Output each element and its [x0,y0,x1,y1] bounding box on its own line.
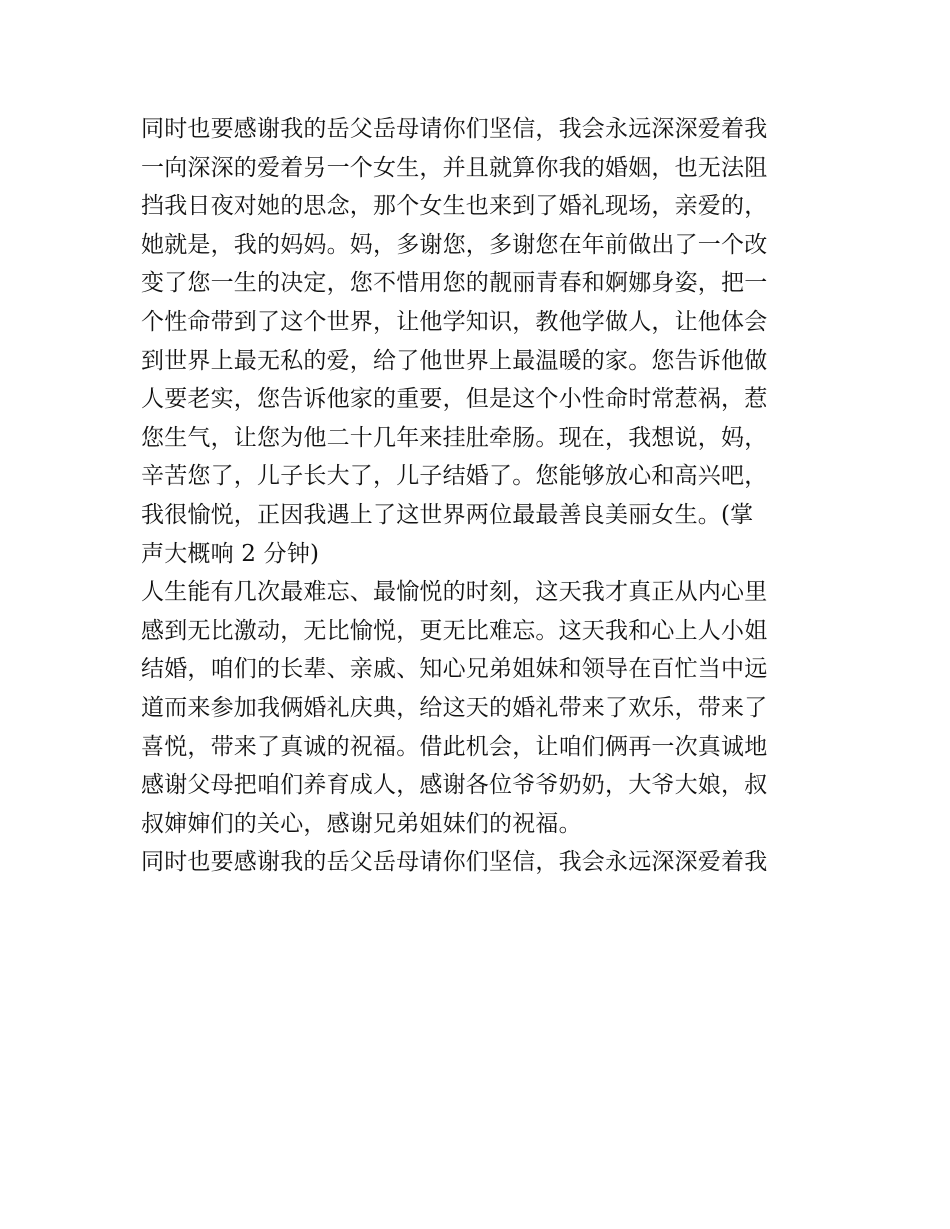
text-line: 喜悦，带来了真诚的祝福。借此机会，让咱们俩再一次真诚地 [141,733,768,760]
document-page [141,110,813,882]
text-line: 您生气，让您为他二十几年来挂肚牵肠。现在，我想说，妈， [141,424,768,451]
text-line: 道而来参加我俩婚礼庆典，给这天的婚礼带来了欢乐，带来了 [141,694,768,721]
text-line: 一向深深的爱着另一个女生，并且就算你我的婚姻，也无法阻 [141,154,768,181]
text-line: 到世界上最无私的爱，给了他世界上最温暖的家。您告诉他做 [141,347,768,374]
text-line: 人生能有几次最难忘、最愉悦的时刻，这天我才真正从内心里 [141,579,768,606]
text-line: 声大概响 2 分钟) [141,540,320,567]
text-line: 叔婶婶们的关心，感谢兄弟姐妹们的祝福。 [141,810,582,837]
text-line: 感谢父母把咱们养育成人，感谢各位爷爷奶奶，大爷大娘，叔 [141,772,768,799]
text-line: 感到无比激动，无比愉悦，更无比难忘。这天我和心上人小姐 [141,617,768,644]
text-line: 人要老实，您告诉他家的重要，但是这个小性命时常惹祸，惹 [141,386,768,413]
text-line: 挡我日夜对她的思念，那个女生也来到了婚礼现场，亲爱的， [141,193,768,220]
text-line: 辛苦您了，儿子长大了，儿子结婚了。您能够放心和高兴吧， [141,463,768,490]
text-line: 变了您一生的决定，您不惜用您的靓丽青春和婀娜身姿，把一 [141,270,768,297]
text-line: 她就是，我的妈妈。妈，多谢您，多谢您在年前做出了一个改 [141,231,768,258]
text-line: 我很愉悦，正因我遇上了这世界两位最最善良美丽女生。(掌 [141,501,754,528]
text-line: 个性命带到了这个世界，让他学知识，教他学做人，让他体会 [141,308,768,335]
text-line: 同时也要感谢我的岳父岳母请你们坚信，我会永远深深爱着我 [141,849,768,876]
text-line: 同时也要感谢我的岳父岳母请你们坚信，我会永远深深爱着我 [141,116,768,142]
text-line: 结婚，咱们的长辈、亲戚、知心兄弟姐妹和领导在百忙当中远 [141,656,768,683]
